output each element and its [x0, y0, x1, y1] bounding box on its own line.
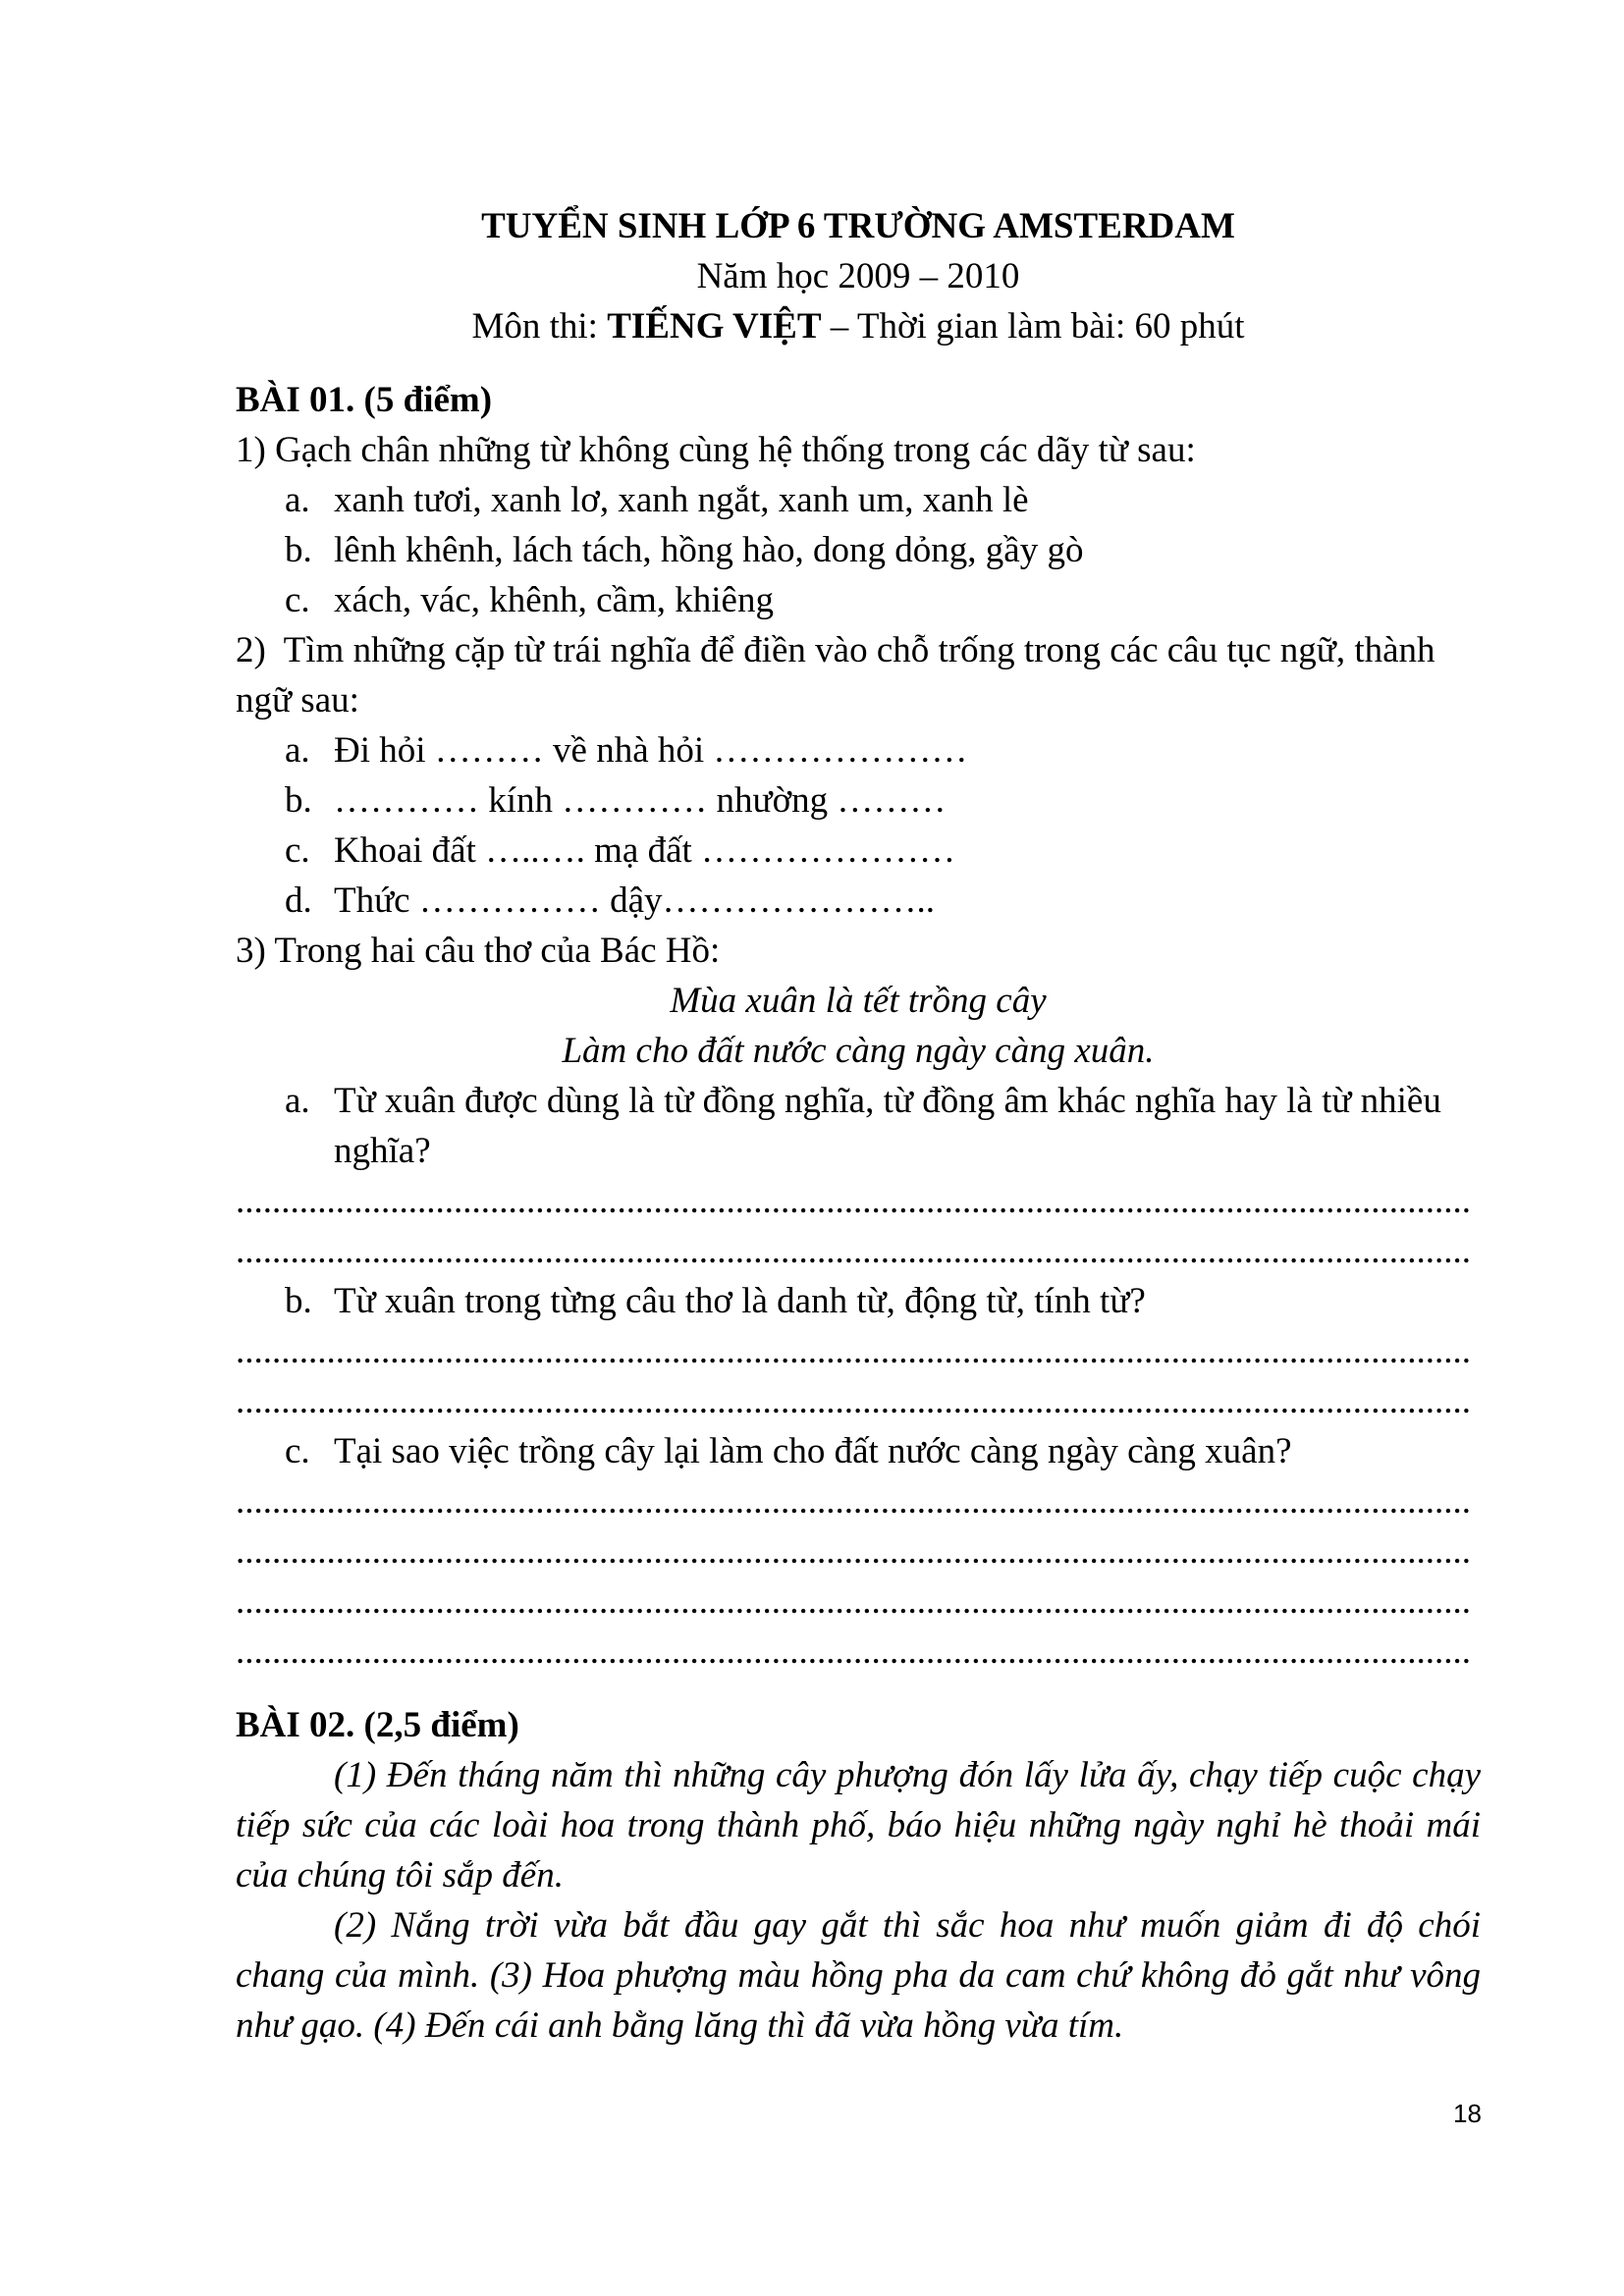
answer-line[interactable]: ........................................................................................................................................	[236, 1231, 1471, 1271]
answer-line[interactable]: ........................................................................................................................................	[236, 1331, 1471, 1371]
page-number: 18	[1453, 2099, 1482, 2128]
bai2-heading: BÀI 02. (2,5 điểm)	[236, 1705, 519, 1745]
q2-item-b: b. ………… kính ………… nhường ………	[285, 780, 947, 821]
q2-item-c: c. Khoai đất …..…. mạ đất …………………	[285, 830, 956, 871]
answer-line[interactable]: ........................................................................................................................................	[236, 1531, 1471, 1572]
q2-item-d: d. Thức …………… dậy…………………..	[285, 881, 935, 921]
q3-prompt: 3) Trong hai câu thơ của Bác Hồ:	[236, 931, 721, 971]
answer-line[interactable]: ........................................................................................................................................	[236, 1381, 1471, 1421]
q1-item-a: a. xanh tươi, xanh lơ, xanh ngắt, xanh um, xanh lè	[285, 480, 1029, 520]
passage-paragraph-2: (2) Nắng trời vừa bắt đầu gay gắt thì sắc hoa như muốn giảm đi độ chói chang của mình. (3) Hoa phượng màu hồng pha da cam chứ không đỏ gắt như vông như gạo. (4) Đến cái anh bằng lăng thì đã vừa hồng vừa tím.	[236, 1905, 1481, 2046]
q3c-line: c. Tại sao việc trồng cây lại làm cho đất nước càng ngày càng xuân?	[285, 1431, 1292, 1471]
school-year: Năm học 2009 – 2010	[696, 256, 1020, 296]
answer-line[interactable]: ........................................................................................................................................	[236, 1581, 1471, 1622]
q1-item-c: c. xách, vác, khênh, cầm, khiêng	[285, 580, 774, 620]
q3a-line1: a. Từ xuân được dùng là từ đồng nghĩa, từ đồng âm khác nghĩa hay là từ nhiều	[285, 1081, 1441, 1121]
q2-item-a: a. Đi hỏi ……… về nhà hỏi …………………	[285, 730, 968, 771]
q2-prompt-line1: 2) Tìm những cặp từ trái nghĩa để điền vào chỗ trống trong các câu tục ngữ, thành	[236, 630, 1435, 670]
q1-item-b: b. lênh khênh, lách tách, hồng hào, dong dỏng, gầy gò	[285, 530, 1084, 570]
q3a-line2: nghĩa?	[334, 1131, 431, 1171]
answer-line[interactable]: ........................................................................................................................................	[236, 1181, 1471, 1221]
answer-line[interactable]: ........................................................................................................................................	[236, 1631, 1471, 1672]
q2-prompt-line2: ngữ sau:	[236, 680, 359, 721]
q3b-line: b. Từ xuân trong từng câu thơ là danh từ, động từ, tính từ?	[285, 1281, 1146, 1321]
poem-line-1: Mùa xuân là tết trồng cây	[670, 981, 1047, 1021]
subject-line: Môn thi: TIẾNG VIỆT – Thời gian làm bài: 60 phút	[471, 306, 1245, 347]
exam-title: TUYỂN SINH LỚP 6 TRƯỜNG AMSTERDAM	[481, 206, 1235, 246]
poem-line-2: Làm cho đất nước càng ngày càng xuân.	[562, 1031, 1155, 1071]
q1-prompt: 1) Gạch chân những từ không cùng hệ thống trong các dãy từ sau:	[236, 430, 1196, 470]
passage-paragraph-1: (1) Đến tháng năm thì những cây phượng đón lấy lửa ấy, chạy tiếp cuộc chạy tiếp sức của các loài hoa trong thành phố, báo hiệu những ngày nghỉ hè thoải mái của chúng tôi sắp đến.	[236, 1755, 1481, 1896]
answer-line[interactable]: ........................................................................................................................................	[236, 1481, 1471, 1522]
bai1-heading: BÀI 01. (5 điểm)	[236, 380, 493, 420]
exam-page	[236, 201, 1481, 2051]
